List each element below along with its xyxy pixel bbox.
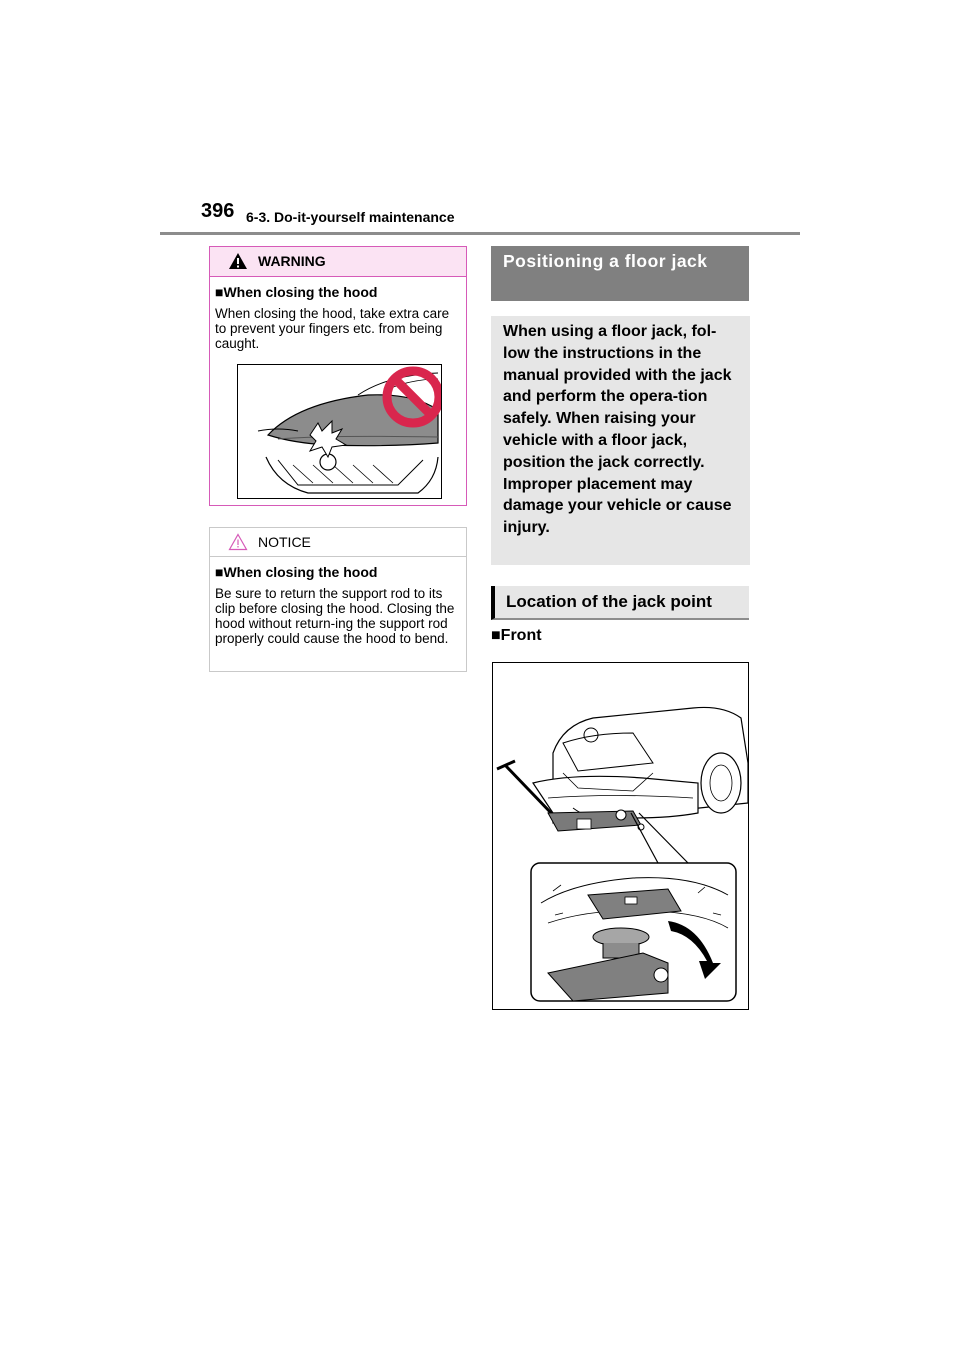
front-label: ■Front	[491, 627, 542, 644]
notice-header	[210, 528, 466, 557]
notice-heading: ■When closing the hood	[215, 564, 378, 580]
warning-header	[210, 247, 466, 277]
floor-jack-instructions: When using a floor jack, fol-low the instructions in the manual provided with the jack and perform the opera-tion safely. When raising your vehicle with a floor jack, position the jack correctly. Improper placement may damage your vehicle or cause injury.	[491, 316, 750, 565]
warning-heading: ■When closing the hood	[215, 284, 378, 300]
section-title: 6-3. Do-it-yourself maintenance	[246, 209, 455, 225]
jack-point-heading: Location of the jack point	[491, 586, 749, 620]
notice-body: Be sure to return the support rod to its clip before closing the hood. Closing the hood without return-ing the support rod properly could cause the hood to bend.	[215, 586, 455, 646]
hood-closing-illustration	[237, 364, 442, 499]
notice-box	[209, 527, 467, 672]
warning-label: WARNING	[258, 253, 326, 269]
notice-label: NOTICE	[258, 534, 311, 550]
warning-triangle-icon	[228, 252, 248, 270]
front-jack-point-illustration	[492, 662, 749, 1010]
page-number: 396	[201, 200, 235, 222]
floor-jack-heading: Positioning a floor jack	[491, 246, 749, 301]
warning-box	[209, 246, 467, 506]
header-rule	[160, 232, 800, 235]
warning-body: When closing the hood, take extra care to prevent your fingers etc. from being caught.	[215, 306, 450, 351]
caution-triangle-icon	[228, 533, 248, 551]
